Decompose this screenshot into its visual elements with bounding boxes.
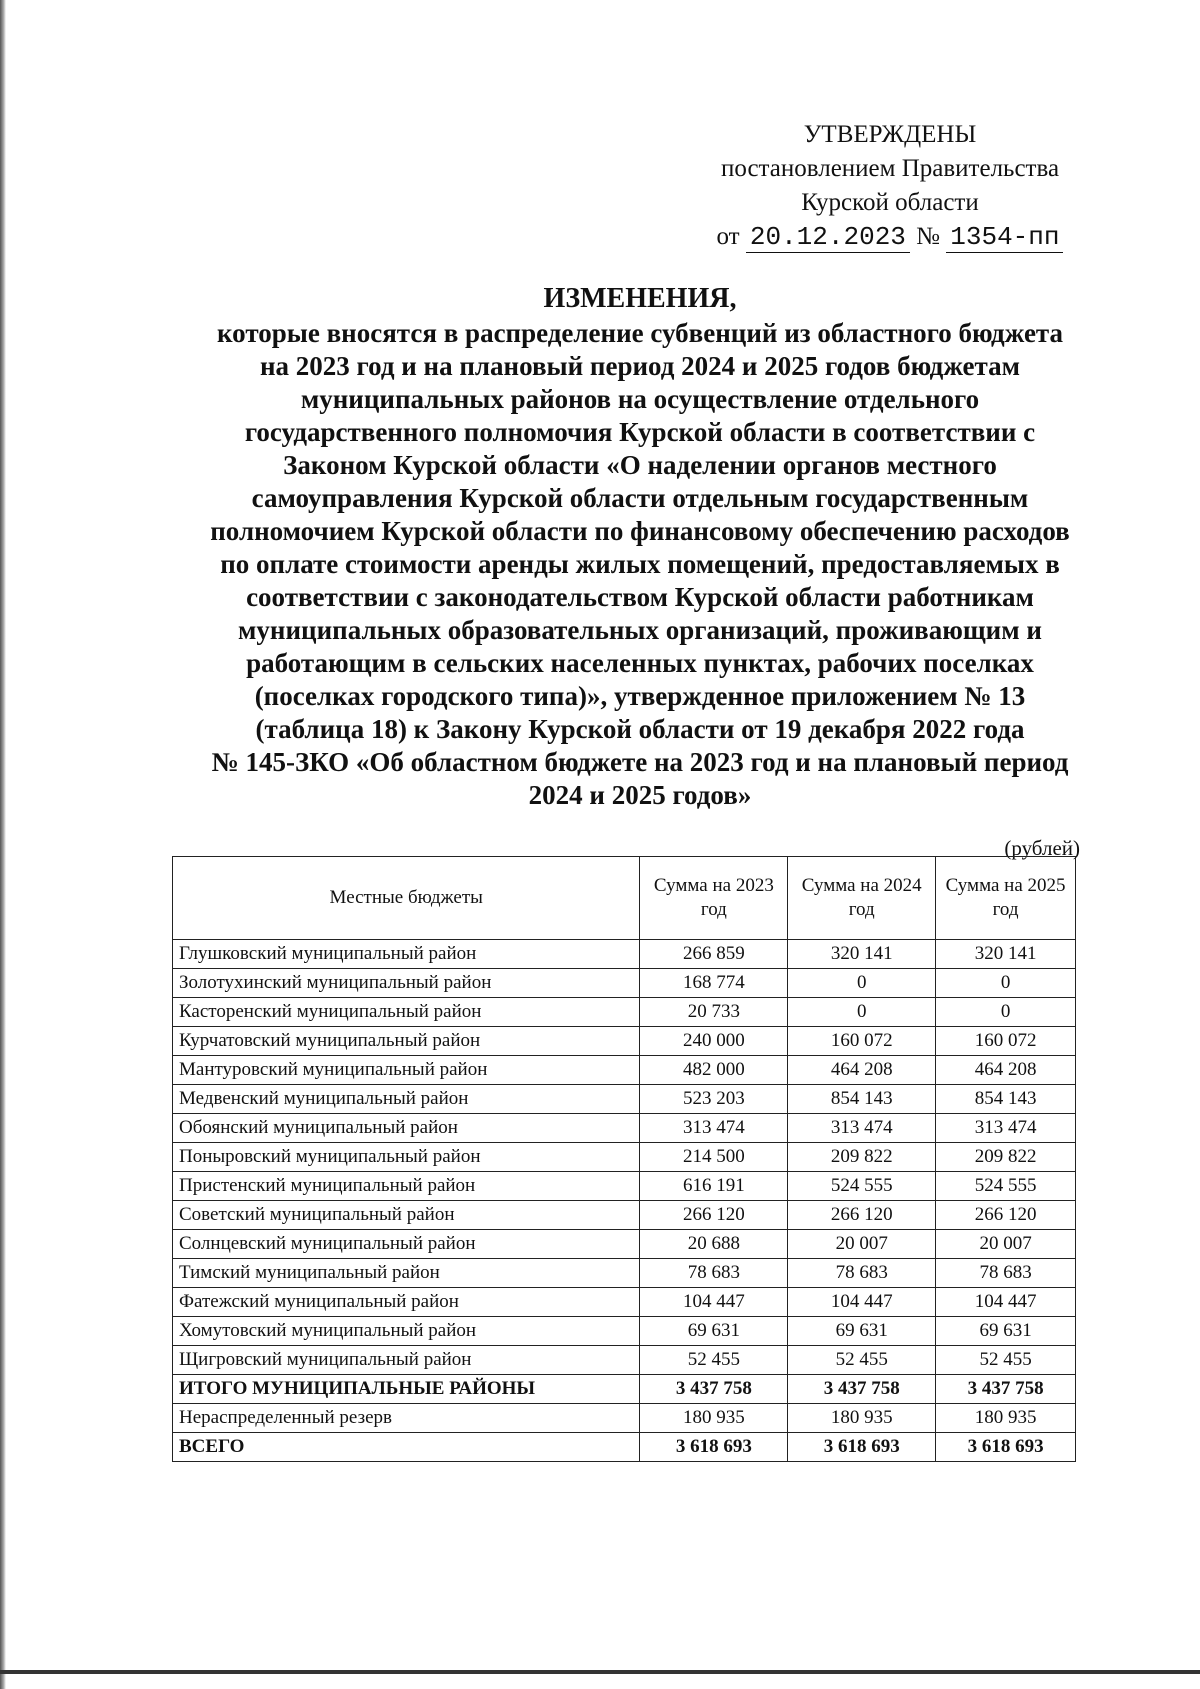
amount-cell: 266 120 [640, 1201, 788, 1230]
amount-cell: 524 555 [936, 1172, 1076, 1201]
units-label: (рублей) [1004, 836, 1080, 860]
amount-cell: 0 [936, 969, 1076, 998]
decree-number: 1354-пп [946, 222, 1063, 253]
amount-cell: 3 618 693 [788, 1433, 936, 1462]
table-row [173, 1172, 1076, 1201]
amount-cell: 180 935 [640, 1404, 788, 1433]
approval-decree: постановлением Правительства [720, 155, 1060, 182]
amount-cell: 523 203 [640, 1085, 788, 1114]
title-line: Законом Курской области «О наделении органов местного [283, 450, 997, 480]
approval-date-line [680, 220, 1100, 254]
header-sum-2024: Сумма на 2024 год [788, 857, 936, 940]
title-line: соответствии с законодательством Курской области работникам [246, 582, 1034, 612]
amount-cell: 854 143 [936, 1085, 1076, 1114]
amount-cell: 524 555 [788, 1172, 936, 1201]
amount-cell: 20 688 [640, 1230, 788, 1259]
amount-cell: 20 007 [788, 1230, 936, 1259]
amount-cell: 209 822 [788, 1143, 936, 1172]
amount-cell: 266 120 [936, 1201, 1076, 1230]
table-row [173, 1143, 1076, 1172]
amount-cell: 320 141 [788, 940, 936, 969]
table-row [173, 1085, 1076, 1114]
amount-cell: 214 500 [640, 1143, 788, 1172]
table-row [173, 1375, 1076, 1404]
budget-table [172, 856, 1076, 1462]
amount-cell: 240 000 [640, 1027, 788, 1056]
title-line: муниципальных районов на осуществление отдельного [300, 384, 980, 414]
amount-cell: 20 733 [640, 998, 788, 1027]
header-local-budgets: Местные бюджеты [173, 857, 640, 940]
budget-name-cell: Нераспределенный резерв [173, 1404, 640, 1433]
scan-left-edge [0, 0, 6, 1689]
budget-name-cell: ИТОГО МУНИЦИПАЛЬНЫЕ РАЙОНЫ [173, 1375, 640, 1404]
table-row [173, 1259, 1076, 1288]
table-row [173, 940, 1076, 969]
budget-name-cell: Поныровский муниципальный район [173, 1143, 640, 1172]
budget-name-cell: Золотухинский муниципальный район [173, 969, 640, 998]
amount-cell: 52 455 [936, 1346, 1076, 1375]
budget-name-cell: Пристенский муниципальный район [173, 1172, 640, 1201]
budget-name-cell: Глушковский муниципальный район [173, 940, 640, 969]
decree-date: 20.12.2023 [746, 222, 910, 253]
table-row [173, 1433, 1076, 1462]
budget-name-cell: Хомутовский муниципальный район [173, 1317, 640, 1346]
amount-cell: 78 683 [640, 1259, 788, 1288]
title-line: по оплате стоимости аренды жилых помещений, предоставляемых в [220, 549, 1060, 579]
amount-cell: 464 208 [788, 1056, 936, 1085]
amount-cell: 3 437 758 [640, 1375, 788, 1404]
budget-name-cell: Солнцевский муниципальный район [173, 1230, 640, 1259]
amount-cell: 313 474 [936, 1114, 1076, 1143]
amount-cell: 69 631 [788, 1317, 936, 1346]
scan-bottom-edge [0, 1670, 1200, 1674]
title-body [180, 317, 1100, 812]
table-row [173, 1114, 1076, 1143]
amount-cell: 104 447 [936, 1288, 1076, 1317]
budget-name-cell: Мантуровский муниципальный район [173, 1056, 640, 1085]
title-line: работающим в сельских населенных пунктах, рабочих поселках [246, 648, 1034, 678]
amount-cell: 20 007 [936, 1230, 1076, 1259]
amount-cell: 3 618 693 [640, 1433, 788, 1462]
amount-cell: 52 455 [788, 1346, 936, 1375]
document-title [180, 282, 1100, 812]
budget-name-cell: ВСЕГО [173, 1433, 640, 1462]
amount-cell: 69 631 [936, 1317, 1076, 1346]
amount-cell: 180 935 [788, 1404, 936, 1433]
title-line: (поселках городского типа)», утвержденное приложением № 13 [254, 681, 1026, 711]
amount-cell: 160 072 [788, 1027, 936, 1056]
amount-cell: 209 822 [936, 1143, 1076, 1172]
title-line: муниципальных образовательных организаций, проживающим и [238, 615, 1042, 645]
amount-cell: 0 [788, 969, 936, 998]
number-prefix: № [916, 223, 941, 250]
table-row [173, 1056, 1076, 1085]
date-prefix: от [716, 223, 740, 250]
budget-name-cell: Советский муниципальный район [173, 1201, 640, 1230]
header-sum-2025: Сумма на 2025 год [936, 857, 1076, 940]
table-row [173, 1404, 1076, 1433]
title-line: самоуправления Курской области отдельным государственным [251, 483, 1029, 513]
title-line: № 145-ЗКО «Об областном бюджете на 2023 год и на плановый период [211, 747, 1069, 777]
budget-name-cell: Медвенский муниципальный район [173, 1085, 640, 1114]
approval-title: УТВЕРЖДЕНЫ [803, 121, 977, 148]
amount-cell: 160 072 [936, 1027, 1076, 1056]
budget-name-cell: Обоянский муниципальный район [173, 1114, 640, 1143]
table-row [173, 1288, 1076, 1317]
budget-name-cell: Щигровский муниципальный район [173, 1346, 640, 1375]
table-row [173, 1317, 1076, 1346]
amount-cell: 320 141 [936, 940, 1076, 969]
amount-cell: 616 191 [640, 1172, 788, 1201]
title-line: на 2023 год и на плановый период 2024 и 2025 годов бюджетам [259, 351, 1021, 381]
table-body [173, 940, 1076, 1462]
title-line: которые вносятся в распределение субвенций из областного бюджета [216, 318, 1064, 348]
amount-cell: 69 631 [640, 1317, 788, 1346]
amount-cell: 313 474 [640, 1114, 788, 1143]
table-row [173, 1027, 1076, 1056]
table-row [173, 1230, 1076, 1259]
amount-cell: 78 683 [788, 1259, 936, 1288]
amount-cell: 3 437 758 [788, 1375, 936, 1404]
amount-cell: 78 683 [936, 1259, 1076, 1288]
amount-cell: 266 859 [640, 940, 788, 969]
title-line: 2024 и 2025 годов» [528, 780, 752, 810]
amount-cell: 180 935 [936, 1404, 1076, 1433]
table-row [173, 1346, 1076, 1375]
amount-cell: 52 455 [640, 1346, 788, 1375]
amount-cell: 0 [788, 998, 936, 1027]
header-sum-2023: Сумма на 2023 год [640, 857, 788, 940]
amount-cell: 313 474 [788, 1114, 936, 1143]
amount-cell: 854 143 [788, 1085, 936, 1114]
budget-name-cell: Тимский муниципальный район [173, 1259, 640, 1288]
amount-cell: 3 618 693 [936, 1433, 1076, 1462]
amount-cell: 104 447 [788, 1288, 936, 1317]
table-row [173, 1201, 1076, 1230]
title-line: (таблица 18) к Закону Курской области от 19 декабря 2022 года [255, 714, 1025, 744]
amount-cell: 104 447 [640, 1288, 788, 1317]
amount-cell: 266 120 [788, 1201, 936, 1230]
budget-name-cell: Курчатовский муниципальный район [173, 1027, 640, 1056]
title-line: полномочием Курской области по финансовому обеспечению расходов [210, 516, 1070, 546]
amount-cell: 464 208 [936, 1056, 1076, 1085]
title-line: государственного полномочия Курской области в соответствии с [244, 417, 1036, 447]
amount-cell: 0 [936, 998, 1076, 1027]
budget-name-cell: Касторенский муниципальный район [173, 998, 640, 1027]
table-header-row [173, 857, 1076, 940]
amount-cell: 168 774 [640, 969, 788, 998]
approval-region: Курской области [801, 189, 979, 216]
table-row [173, 969, 1076, 998]
approval-block [680, 118, 1100, 254]
amount-cell: 3 437 758 [936, 1375, 1076, 1404]
table-row [173, 998, 1076, 1027]
budget-name-cell: Фатежский муниципальный район [173, 1288, 640, 1317]
amount-cell: 482 000 [640, 1056, 788, 1085]
title-heading: ИЗМЕНЕНИЯ, [543, 283, 737, 314]
